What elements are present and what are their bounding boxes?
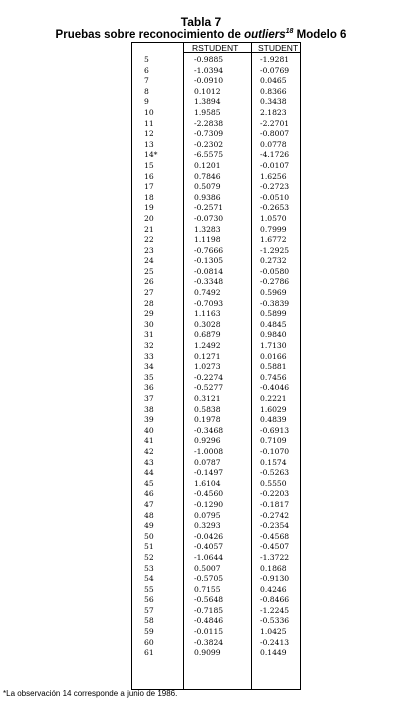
obs-cell: 10: [144, 107, 154, 117]
table-row: [131, 468, 301, 479]
rstudent-cell: -0.5705: [194, 574, 224, 584]
student-cell: -0.0510: [260, 192, 290, 202]
student-cell: 0.2732: [260, 256, 287, 266]
obs-cell: 41: [144, 436, 154, 446]
student-cell: -0.2413: [260, 637, 290, 647]
table-row: [131, 256, 301, 267]
student-cell: 0.9840: [260, 330, 287, 340]
obs-cell: 53: [144, 563, 154, 573]
rstudent-cell: -1.0394: [194, 65, 224, 75]
rstudent-cell: -1.0644: [194, 552, 224, 562]
table-row: [131, 479, 301, 490]
student-cell: 0.4845: [260, 319, 287, 329]
student-cell: 1.6772: [260, 235, 287, 245]
rstudent-cell: 1.6104: [194, 478, 221, 488]
table-row: [131, 648, 301, 659]
obs-cell: 18: [144, 192, 154, 202]
table-row: [131, 129, 301, 140]
rstudent-cell: 1.1198: [194, 235, 221, 245]
obs-cell: 7: [144, 76, 149, 86]
table-row: [131, 97, 301, 108]
table-title: Tabla 7: [180, 15, 222, 29]
obs-cell: 12: [144, 129, 154, 139]
obs-cell: 61: [144, 648, 154, 658]
student-cell: 0.7999: [260, 224, 287, 234]
rstudent-cell: -0.0426: [194, 531, 224, 541]
student-cell: 0.3438: [260, 97, 287, 107]
obs-cell: 20: [144, 213, 154, 223]
student-cell: -1.2245: [260, 605, 290, 615]
rstudent-cell: -0.7309: [194, 129, 224, 139]
table-row: [131, 426, 301, 437]
header-student: STUDENT: [258, 43, 299, 53]
student-cell: -0.2653: [260, 203, 290, 213]
obs-cell: 39: [144, 415, 154, 425]
rstudent-cell: 0.7155: [194, 584, 221, 594]
rstudent-cell: -0.0910: [194, 76, 224, 86]
rstudent-cell: -0.1497: [194, 468, 224, 478]
rstudent-cell: -0.4057: [194, 542, 224, 552]
table-row: [131, 119, 301, 130]
table-row: [131, 277, 301, 288]
rstudent-cell: -0.1305: [194, 256, 224, 266]
obs-cell: 46: [144, 489, 154, 499]
table-body: [131, 55, 301, 659]
obs-cell: 34: [144, 362, 154, 372]
rstudent-cell: -0.0730: [194, 213, 224, 223]
table-row: [131, 436, 301, 447]
student-cell: -0.2742: [260, 510, 290, 520]
rstudent-cell: 0.3293: [194, 521, 221, 531]
obs-cell: 43: [144, 457, 154, 467]
table-row: [131, 193, 301, 204]
table-row: [131, 225, 301, 236]
student-cell: 1.6256: [260, 171, 287, 181]
subtitle-emphasis: outliers: [244, 29, 286, 41]
student-cell: -0.4046: [260, 383, 290, 393]
obs-cell: 54: [144, 574, 154, 584]
rstudent-cell: 0.7492: [194, 288, 221, 298]
rstudent-cell: 0.9386: [194, 192, 221, 202]
rstudent-cell: 1.2492: [194, 341, 221, 351]
rstudent-cell: -0.5277: [194, 383, 224, 393]
student-cell: 0.7109: [260, 436, 287, 446]
obs-cell: 22: [144, 235, 154, 245]
outliers-table: [131, 42, 301, 690]
rstudent-cell: -0.7093: [194, 298, 224, 308]
rstudent-cell: -0.5648: [194, 595, 224, 605]
table-row: [131, 553, 301, 564]
student-cell: 1.0570: [260, 213, 287, 223]
table-row: [131, 66, 301, 77]
rstudent-cell: -0.1290: [194, 499, 224, 509]
table-row: [131, 511, 301, 522]
obs-cell: 8: [144, 86, 149, 96]
obs-cell: 56: [144, 595, 154, 605]
rstudent-cell: 1.3283: [194, 224, 221, 234]
obs-cell: 51: [144, 542, 154, 552]
rstudent-cell: 0.5007: [194, 563, 221, 573]
table-row: [131, 373, 301, 384]
rstudent-cell: 0.0787: [194, 457, 221, 467]
student-cell: 0.4839: [260, 415, 287, 425]
obs-cell: 13: [144, 139, 154, 149]
obs-cell: 30: [144, 319, 154, 329]
student-cell: 2.1823: [260, 107, 287, 117]
student-cell: 0.1574: [260, 457, 287, 467]
rstudent-cell: 1.3894: [194, 97, 221, 107]
rstudent-cell: 0.1978: [194, 415, 221, 425]
obs-cell: 50: [144, 531, 154, 541]
table-row: [131, 203, 301, 214]
table-row: [131, 108, 301, 119]
obs-cell: 45: [144, 478, 154, 488]
student-cell: -0.8007: [260, 129, 290, 139]
student-cell: -1.3722: [260, 552, 290, 562]
student-cell: 1.6029: [260, 404, 287, 414]
obs-cell: 23: [144, 245, 154, 255]
table-row: [131, 616, 301, 627]
table-row: [131, 585, 301, 596]
obs-cell: 31: [144, 330, 154, 340]
student-cell: 0.2221: [260, 394, 287, 403]
table-row: [131, 606, 301, 617]
table-row: [131, 76, 301, 87]
rstudent-cell: -0.0115: [194, 627, 224, 637]
table-row: [131, 394, 301, 405]
obs-cell: 47: [144, 499, 154, 509]
rstudent-cell: -6.5575: [194, 150, 224, 160]
table-row: [131, 182, 301, 193]
rstudent-cell: 0.1201: [194, 160, 221, 170]
student-cell: -0.5336: [260, 616, 290, 626]
obs-cell: 36: [144, 383, 154, 393]
student-cell: -0.2203: [260, 489, 290, 499]
obs-cell: 58: [144, 616, 154, 626]
obs-cell: 48: [144, 510, 154, 520]
student-cell: 1.7130: [260, 341, 287, 351]
rstudent-cell: -1.0008: [194, 446, 224, 456]
obs-cell: 52: [144, 552, 154, 562]
subtitle-suffix: Modelo 6: [293, 29, 347, 41]
student-cell: -0.4568: [260, 531, 290, 541]
student-cell: -0.1817: [260, 499, 290, 509]
rstudent-cell: 1.1163: [194, 309, 221, 319]
student-cell: -2.2701: [260, 118, 290, 128]
rstudent-cell: -0.0814: [194, 266, 224, 276]
student-cell: -0.0580: [260, 266, 290, 276]
table-row: [131, 140, 301, 151]
student-cell: -0.3839: [260, 298, 290, 308]
table-row: [131, 161, 301, 172]
student-cell: -0.1070: [260, 446, 290, 456]
rstudent-cell: 0.1012: [194, 86, 221, 96]
obs-cell: 32: [144, 341, 154, 351]
student-cell: -0.5263: [260, 468, 290, 478]
student-cell: 0.1449: [260, 648, 287, 658]
table-row: [131, 309, 301, 320]
obs-cell: 15: [144, 160, 154, 170]
obs-cell: 33: [144, 351, 154, 361]
obs-cell: 29: [144, 309, 154, 319]
rstudent-cell: 0.9296: [194, 436, 221, 446]
student-cell: 0.4246: [260, 584, 287, 594]
rstudent-cell: -0.9885: [194, 55, 224, 64]
table-row: [131, 542, 301, 553]
table-row: [131, 362, 301, 373]
table-row: [131, 521, 301, 532]
student-cell: -0.0769: [260, 65, 290, 75]
rstudent-cell: -0.4846: [194, 616, 224, 626]
student-cell: 1.0425: [260, 627, 287, 637]
obs-cell: 26: [144, 277, 154, 287]
obs-cell: 42: [144, 446, 154, 456]
rstudent-cell: -0.3468: [194, 425, 224, 435]
rstudent-cell: 0.7846: [194, 171, 221, 181]
table-row: [131, 595, 301, 606]
student-cell: -4.1726: [260, 150, 290, 160]
rstudent-cell: 0.5079: [194, 182, 221, 192]
rstudent-cell: 0.9099: [194, 648, 221, 658]
table-row: [131, 150, 301, 161]
student-cell: 0.8366: [260, 86, 287, 96]
obs-cell: 35: [144, 372, 154, 382]
obs-cell: 19: [144, 203, 154, 213]
student-cell: 0.0778: [260, 139, 287, 149]
student-cell: -0.8466: [260, 595, 290, 605]
student-cell: 0.1868: [260, 563, 287, 573]
obs-cell: 6: [144, 65, 149, 75]
obs-cell: 44: [144, 468, 154, 478]
obs-cell: 40: [144, 425, 154, 435]
table-row: [131, 87, 301, 98]
header-rstudent: RSTUDENT: [192, 43, 239, 53]
student-cell: 0.5881: [260, 362, 287, 372]
table-row: [131, 341, 301, 352]
student-cell: -0.2354: [260, 521, 290, 531]
rstudent-cell: -0.7185: [194, 605, 224, 615]
obs-cell: 25: [144, 266, 154, 276]
rstudent-cell: -0.7666: [194, 245, 224, 255]
rstudent-cell: 0.5838: [194, 404, 221, 414]
rstudent-cell: 0.3028: [194, 319, 221, 329]
obs-cell: 55: [144, 584, 154, 594]
rstudent-cell: 0.0795: [194, 510, 221, 520]
student-cell: -0.0107: [260, 160, 290, 170]
rstudent-cell: 1.0273: [194, 362, 221, 372]
student-cell: -0.2786: [260, 277, 290, 287]
student-cell: 0.5899: [260, 309, 287, 319]
obs-cell: 57: [144, 605, 154, 615]
table-row: [131, 627, 301, 638]
table-row: [131, 288, 301, 299]
table-row: [131, 447, 301, 458]
table-row: [131, 638, 301, 649]
rstudent-cell: -0.2302: [194, 139, 224, 149]
student-cell: -0.2723: [260, 182, 290, 192]
obs-cell: 5: [144, 55, 149, 64]
rstudent-cell: -0.4560: [194, 489, 224, 499]
table-row: [131, 235, 301, 246]
footnote-marker: 18: [285, 28, 294, 35]
rstudent-cell: 1.9585: [194, 107, 221, 117]
rstudent-cell: -0.3824: [194, 637, 224, 647]
rstudent-cell: -0.3348: [194, 277, 224, 287]
student-cell: -0.9130: [260, 574, 290, 584]
table-row: [131, 246, 301, 257]
table-row: [131, 564, 301, 575]
student-cell: 0.5969: [260, 288, 287, 298]
obs-cell: 24: [144, 256, 154, 266]
table-row: [131, 574, 301, 585]
obs-cell: 17: [144, 182, 154, 192]
table-row: [131, 415, 301, 426]
student-cell: -1.2925: [260, 245, 290, 255]
table-row: [131, 532, 301, 543]
student-cell: -1.9281: [260, 55, 290, 64]
table-row: [131, 489, 301, 500]
obs-cell: 60: [144, 637, 154, 647]
student-cell: 0.7456: [260, 372, 287, 382]
table-row: [131, 214, 301, 225]
obs-cell: 49: [144, 521, 154, 531]
obs-cell: 37: [144, 394, 154, 403]
student-cell: 0.0166: [260, 351, 287, 361]
rstudent-cell: -0.2274: [194, 372, 224, 382]
table-row: [131, 267, 301, 278]
student-cell: -0.6913: [260, 425, 290, 435]
obs-cell: 21: [144, 224, 154, 234]
obs-cell: 28: [144, 298, 154, 308]
rstudent-cell: 0.3121: [194, 394, 221, 403]
subtitle-text: Pruebas sobre reconocimiento de: [55, 29, 245, 41]
table-row: [131, 55, 301, 66]
table-row: [131, 320, 301, 331]
rstudent-cell: 0.6879: [194, 330, 221, 340]
obs-cell: 38: [144, 404, 154, 414]
table-row: [131, 172, 301, 183]
rstudent-cell: -0.2571: [194, 203, 224, 213]
table-row: [131, 330, 301, 341]
obs-cell: 9: [144, 97, 149, 107]
footnote: *La observación 14 corresponde a junio de 1986.: [3, 689, 178, 698]
table-subtitle: [0, 28, 402, 42]
table-row: [131, 405, 301, 416]
table-row: [131, 383, 301, 394]
obs-cell: 27: [144, 288, 154, 298]
obs-cell: 11: [144, 118, 154, 128]
student-cell: 0.0465: [260, 76, 287, 86]
obs-cell: 14*: [144, 150, 158, 160]
obs-cell: 59: [144, 627, 154, 637]
table-row: [131, 458, 301, 469]
rstudent-cell: -2.2838: [194, 118, 224, 128]
student-cell: -0.4507: [260, 542, 290, 552]
student-cell: 0.5550: [260, 478, 287, 488]
table-row: [131, 299, 301, 310]
rstudent-cell: 0.1271: [194, 351, 221, 361]
table-row: [131, 352, 301, 363]
obs-cell: 16: [144, 171, 154, 181]
table-row: [131, 500, 301, 511]
